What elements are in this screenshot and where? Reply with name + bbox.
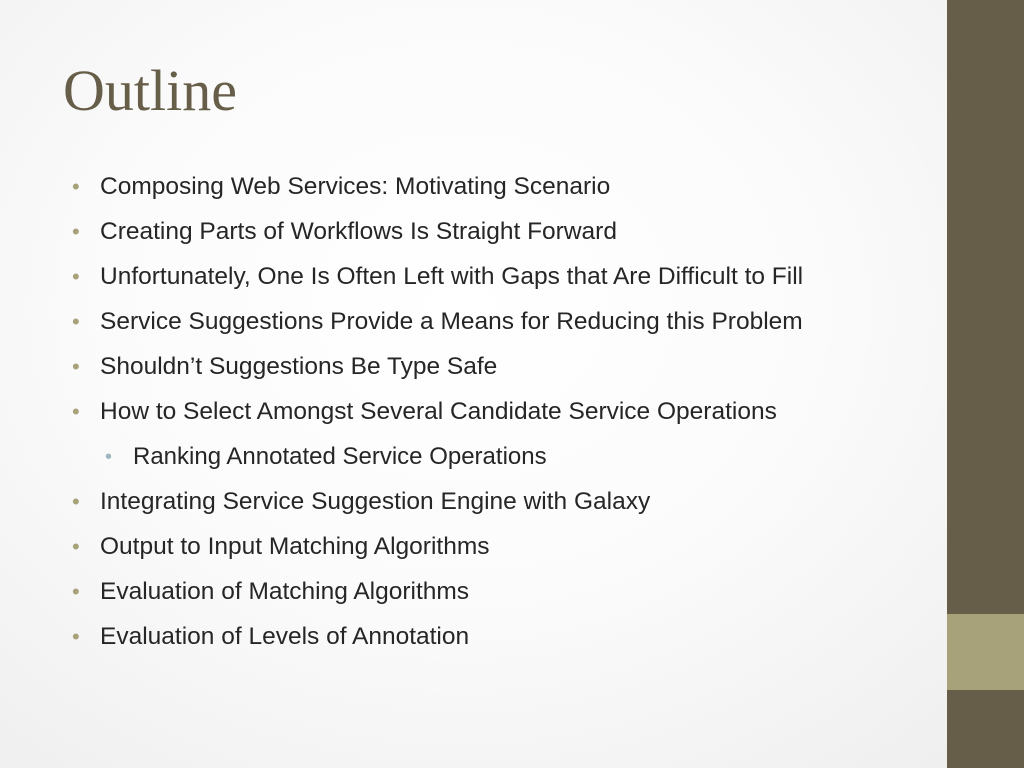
bullet-list	[72, 168, 912, 663]
bullet-text: Integrating Service Suggestion Engine with Galaxy	[100, 488, 651, 515]
bullet-dot-icon: •	[72, 399, 80, 424]
bullet-item	[72, 483, 912, 521]
bullet-dot-icon: •	[72, 264, 80, 289]
bullet-dot-icon: •	[72, 219, 80, 244]
bullet-text: Unfortunately, One Is Often Left with Gaps that Are Difficult to Fill	[100, 263, 804, 290]
bullet-text: Evaluation of Matching Algorithms	[100, 578, 470, 605]
bullet-dot-icon: •	[72, 354, 80, 379]
bullet-item	[72, 348, 912, 386]
bullet-item	[72, 258, 912, 296]
bullet-text: Service Suggestions Provide a Means for Reducing this Problem	[100, 308, 803, 335]
bullet-text: Shouldn’t Suggestions Be Type Safe	[100, 353, 498, 380]
bullet-item	[72, 528, 912, 566]
bullet-dot-icon: •	[72, 534, 80, 559]
bullet-item	[72, 393, 912, 431]
sub-bullet-text: Ranking Annotated Service Operations	[133, 443, 547, 470]
bullet-item	[72, 303, 912, 341]
bullet-text: Creating Parts of Workflows Is Straight Forward	[100, 218, 617, 245]
bullet-dot-icon: •	[72, 309, 80, 334]
bullet-item	[72, 213, 912, 251]
bullet-text: How to Select Amongst Several Candidate Service Operations	[100, 398, 777, 425]
bullet-item	[72, 573, 912, 611]
bullet-text: Evaluation of Levels of Annotation	[100, 623, 470, 650]
bullet-dot-icon: •	[72, 624, 80, 649]
side-decor-accent	[947, 614, 1024, 690]
sub-bullet-item	[105, 438, 912, 476]
bullet-text: Composing Web Services: Motivating Scenario	[100, 173, 611, 200]
bullet-dot-icon: •	[72, 489, 80, 514]
slide-title: Outline	[63, 58, 237, 123]
bullet-text: Output to Input Matching Algorithms	[100, 533, 490, 560]
sub-bullet-dot-icon: •	[105, 446, 113, 468]
bullet-item	[72, 618, 912, 656]
bullet-dot-icon: •	[72, 579, 80, 604]
bullet-dot-icon: •	[72, 174, 80, 199]
bullet-item	[72, 168, 912, 206]
